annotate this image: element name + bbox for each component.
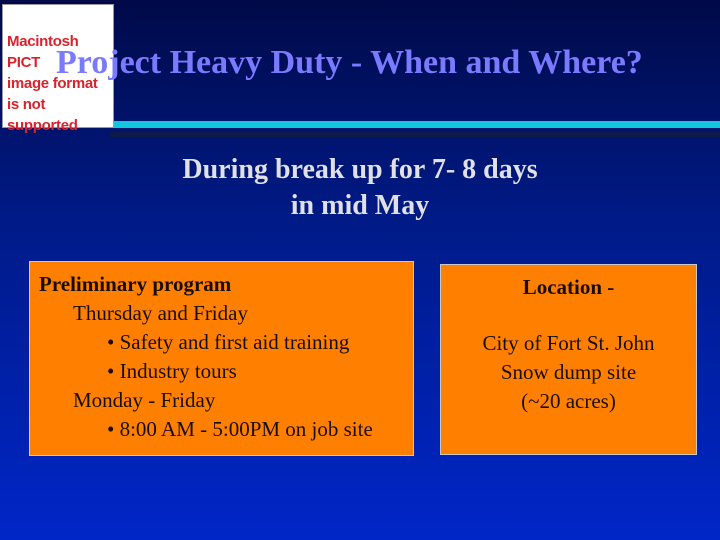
slide-subtitle <box>0 152 720 224</box>
program-heading: Preliminary program <box>39 272 232 296</box>
program-line-monday-friday: Monday - Friday <box>73 388 216 412</box>
program-line-thursday-friday: Thursday and Friday <box>73 301 248 325</box>
program-line-industry-tours: • Industry tours <box>107 359 237 383</box>
location-heading: Location - <box>522 275 615 299</box>
location-details <box>441 329 696 416</box>
program-line-safety-training: • Safety and first aid training <box>107 330 350 354</box>
subtitle-line-2: in mid May <box>290 190 430 221</box>
slide-title: Project Heavy Duty - When and Where? <box>56 44 643 81</box>
placeholder-error-text: Macintosh PICT image format is not supported <box>7 33 98 134</box>
location-box <box>440 264 697 455</box>
title-rule-cyan <box>114 121 720 128</box>
location-line-city: City of Fort St. John <box>482 331 655 355</box>
subtitle-line-1: During break up for 7- 8 days <box>182 154 538 185</box>
program-box <box>29 261 414 456</box>
location-line-site: Snow dump site <box>500 360 637 384</box>
location-line-size: (~20 acres) <box>521 389 616 413</box>
program-line-hours: • 8:00 AM - 5:00PM on job site <box>107 417 373 441</box>
title-rule-dark <box>110 132 720 137</box>
